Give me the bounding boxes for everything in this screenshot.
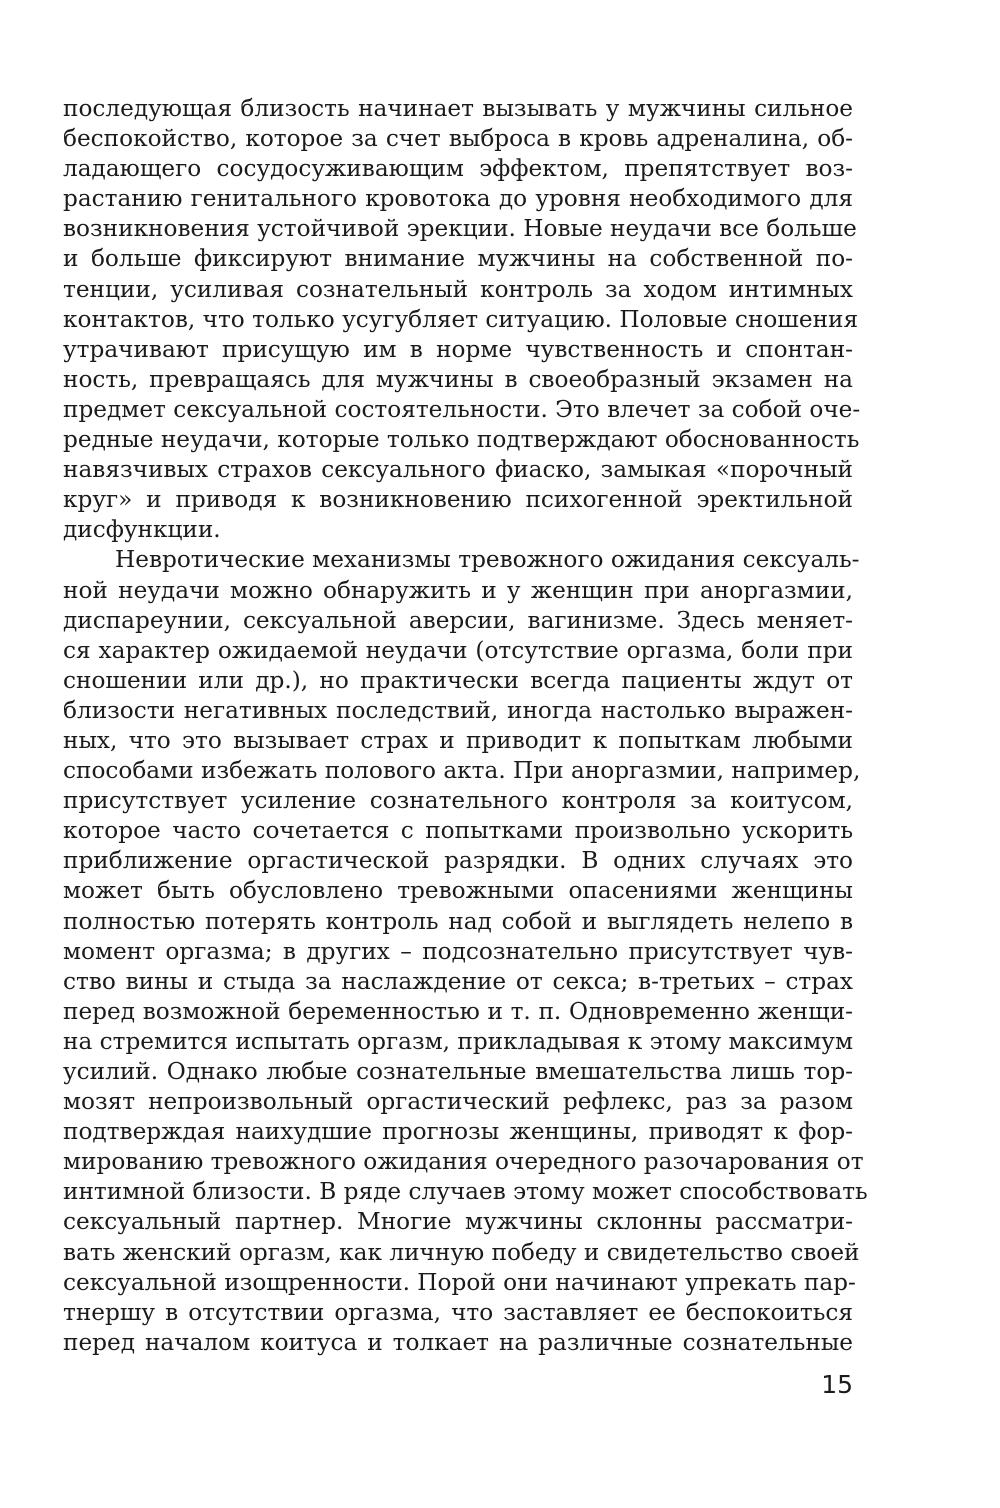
- text-line: момент оргазма; в других – подсознательно присутствует чув-: [63, 937, 853, 965]
- text-line: круг» и приводя к возникновению психогенной эректильной: [63, 486, 853, 514]
- text-line: сексуальный партнер. Многие мужчины склонны рассматри-: [63, 1208, 853, 1236]
- text-line: близости негативных последствий, иногда настолько выражен-: [63, 696, 853, 724]
- text-line: перед началом коитуса и толкает на различные сознательные: [63, 1328, 853, 1356]
- text-line: навязчивых страхов сексуального фиаско, замыкая «порочный: [63, 456, 853, 484]
- paragraph-1: [63, 94, 861, 545]
- text-line: утрачивают присущую им в норме чувственность и спонтан-: [63, 335, 853, 363]
- text-line: и больше фиксируют внимание мужчины на собственной по-: [63, 245, 853, 273]
- text-line: сексуальной изощренности. Порой они начинают упрекать пар-: [63, 1268, 856, 1296]
- text-line: ладающего сосудосуживающим эффектом, препятствует воз-: [63, 155, 853, 183]
- text-line: подтверждая наихудшие прогнозы женщины, приводят к фор-: [63, 1118, 853, 1146]
- text-line: может быть обусловлено тревожными опасениями женщины: [63, 877, 853, 905]
- text-line: вать женский оргазм, как личную победу и свидетельство своей: [63, 1238, 860, 1266]
- text-line: диспареунии, сексуальной аверсии, вагинизме. Здесь меняет-: [63, 606, 853, 634]
- text-line: ся характер ожидаемой неудачи (отсутствие оргазма, боли при: [63, 636, 853, 664]
- text-line: приближение оргастической разрядки. В одних случаях это: [63, 847, 853, 875]
- text-line: дисфункции.: [63, 516, 221, 544]
- text-line: мированию тревожного ожидания очередного разочарования от: [63, 1148, 864, 1176]
- text-line: беспокойство, которое за счет выброса в кровь адреналина, об-: [63, 125, 853, 153]
- text-line: редные неудачи, которые только подтверждают обоснованность: [63, 426, 860, 454]
- text-line: ность, превращаясь для мужчины в своеобразный экзамен на: [63, 365, 853, 393]
- text-line: интимной близости. В ряде случаев этому может способствовать: [63, 1178, 868, 1206]
- text-line: ство вины и стыда за наслаждение от секса; в-третьих – страх: [63, 967, 853, 995]
- page-number: 15: [821, 1370, 853, 1399]
- text-line: присутствует усиление сознательного контроля за коитусом,: [63, 787, 853, 815]
- text-line: сношении или др.), но практически всегда пациенты ждут от: [63, 666, 853, 694]
- text-line: перед возможной беременностью и т. п. Одновременно женщи-: [63, 997, 853, 1025]
- text-line: предмет сексуальной состоятельности. Это влечет за собой оче-: [63, 395, 861, 423]
- text-line: растанию генитального кровотока до уровня необходимого для: [63, 185, 853, 213]
- text-line: тнершу в отсутствии оргазма, что заставляет ее беспокоиться: [63, 1298, 853, 1326]
- text-line: возникновения устойчивой эрекции. Новые неудачи все больше: [63, 215, 857, 243]
- text-line: ных, что это вызывает страх и приводит к попыткам любыми: [63, 726, 853, 754]
- text-line: усилий. Однако любые сознательные вмешательства лишь тор-: [63, 1058, 853, 1085]
- text-line: способами избежать полового акта. При аноргазмии, например,: [63, 757, 861, 785]
- text-line: последующая близость начинает вызывать у мужчины сильное: [63, 95, 853, 122]
- text-line: на стремится испытать оргазм, прикладывая к этому максимум: [63, 1027, 853, 1055]
- text-line: тенции, усиливая сознательный контроль за ходом интимных: [63, 275, 853, 303]
- text-line: контактов, что только усугубляет ситуацию. Половые сношения: [63, 305, 859, 333]
- text-line: ной неудачи можно обнаружить и у женщин при аноргазмии,: [63, 576, 853, 604]
- paragraph-2: [63, 545, 868, 1358]
- body-text: [63, 94, 868, 1358]
- text-line: мозят непроизвольный оргастический рефлекс, раз за разом: [63, 1088, 853, 1116]
- text-line: Невротические механизмы тревожного ожидания сексуаль-: [115, 546, 860, 574]
- text-line: которое часто сочетается с попытками произвольно ускорить: [63, 817, 853, 845]
- text-line: полностью потерять контроль над собой и выглядеть нелепо в: [63, 907, 853, 935]
